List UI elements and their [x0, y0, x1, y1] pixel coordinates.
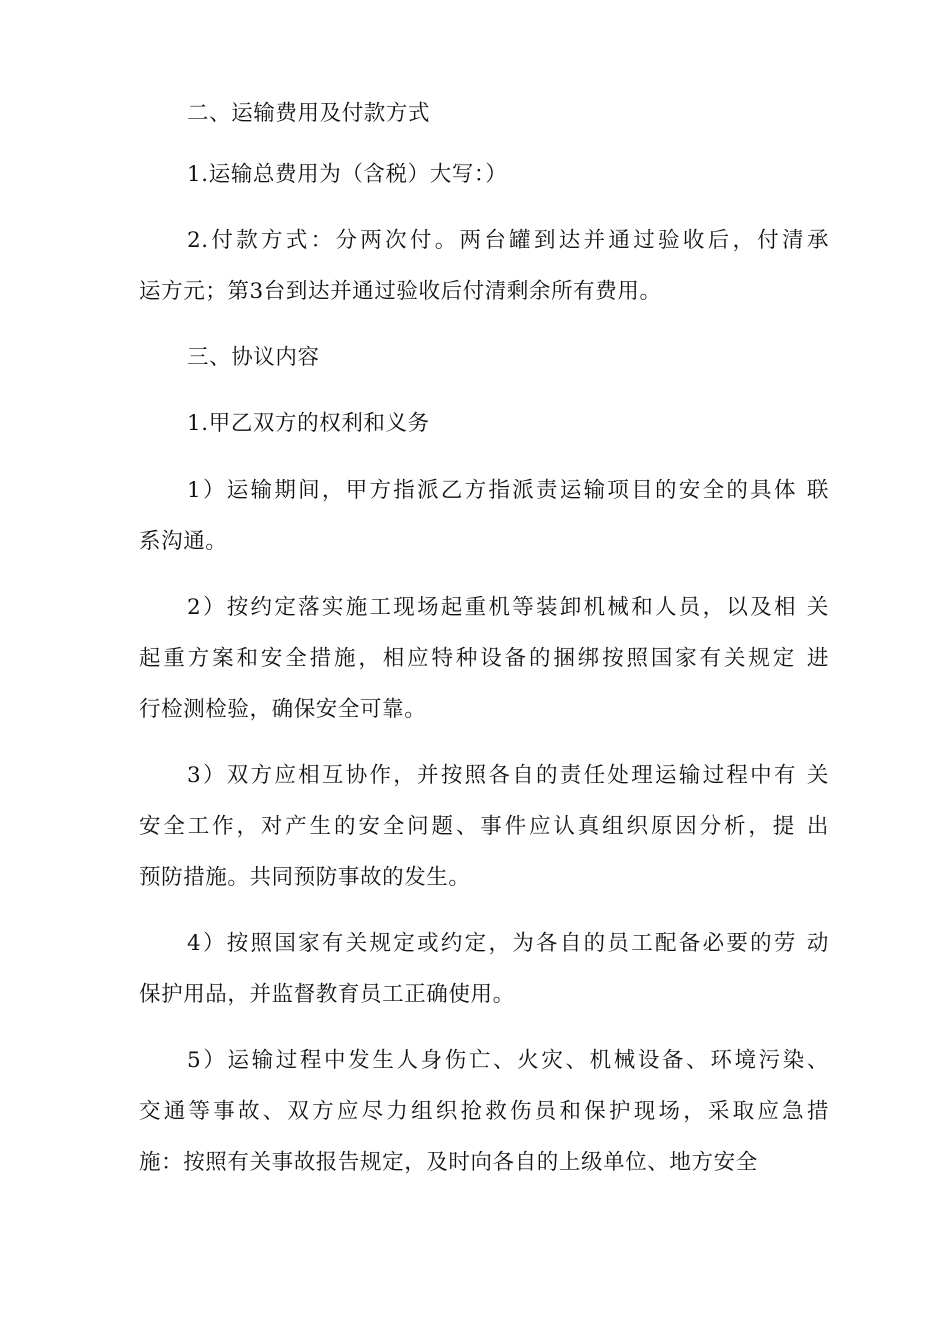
clause-2-line-3: 行检测检验，确保安全可靠。: [139, 697, 427, 722]
clause-2-line-1: 2）按约定落实施工现场起重机等装卸机械和人员，以及相 关: [187, 595, 829, 620]
clause-1-line-2: 系沟通。: [139, 529, 228, 554]
clause-4-line-2: 保护用品，并监督教育员工正确使用。: [139, 982, 515, 1007]
payment-method-line-2: 运方元；第3台到达并通过验收后付清剩余所有费用。: [139, 279, 662, 304]
total-cost-item: 1.运输总费用为（含税）大写：）: [187, 162, 508, 187]
section-heading-agreement: 三、协议内容: [187, 345, 320, 370]
clause-3-line-2: 安全工作，对产生的安全问题、事件应认真组织原因分析，提 出: [139, 814, 829, 839]
clause-4-line-1: 4）按照国家有关规定或约定，为各自的员工配备必要的劳 动: [187, 931, 829, 956]
clause-1-line-1: 1）运输期间，甲方指派乙方指派责运输项目的安全的具体 联: [187, 478, 829, 503]
clause-3-line-3: 预防措施。共同预防事故的发生。: [139, 865, 471, 890]
rights-obligations-heading: 1.甲乙双方的权利和义务: [187, 411, 430, 436]
clause-3-line-1: 3）双方应相互协作，并按照各自的责任处理运输过程中有 关: [187, 763, 829, 788]
payment-method-line-1: 2.付款方式：分两次付。两台罐到达并通过验收后，付清承: [187, 228, 829, 253]
clause-5-line-1: 5）运输过程中发生人身伤亡、火灾、机械设备、环境污染、: [187, 1048, 829, 1073]
section-heading-payment: 二、运输费用及付款方式: [187, 101, 431, 126]
clause-5-line-2: 交通等事故、双方应尽力组织抢救伤员和保护现场，采取应急措: [139, 1099, 829, 1124]
clause-5-line-3: 施：按照有关事故报告规定，及时向各自的上级单位、地方安全: [139, 1150, 758, 1175]
clause-2-line-2: 起重方案和安全措施，相应特种设备的捆绑按照国家有关规定 进: [139, 646, 829, 671]
